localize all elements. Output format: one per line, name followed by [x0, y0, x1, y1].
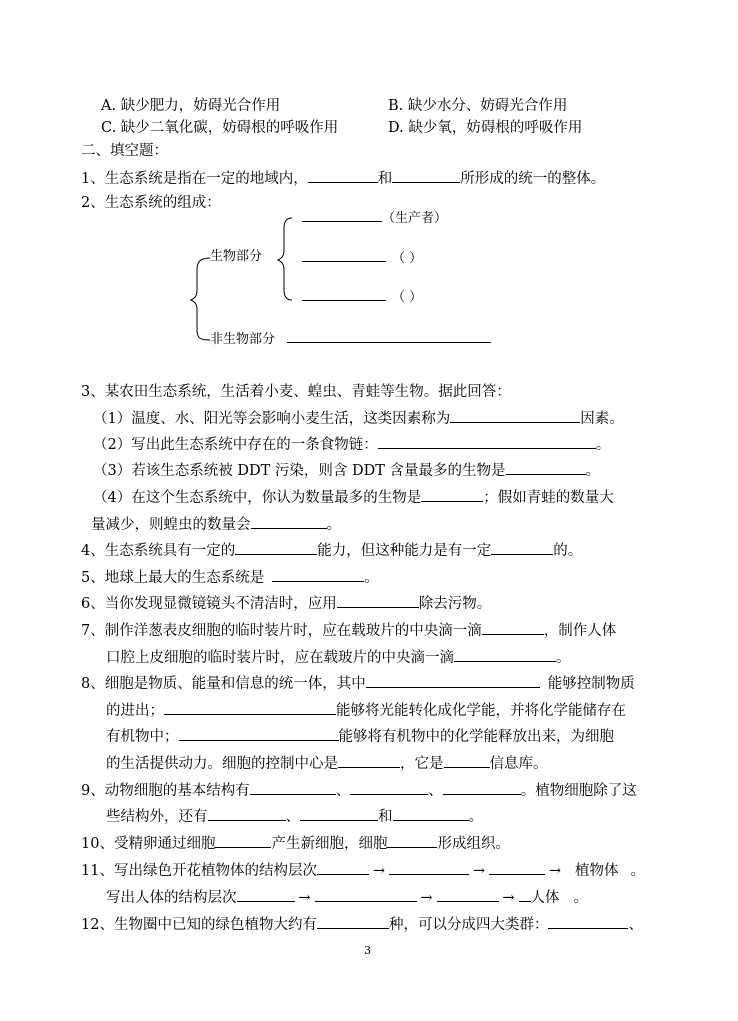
blank[interactable] [302, 286, 386, 301]
option-d: D. 缺少氧，妨碍根的呼吸作用 [388, 120, 583, 136]
question-3-4: （4）在这个生态系统中，你认为数量最多的生物是 ；假如青蛙的数量大 [93, 487, 614, 507]
page-number: 3 [364, 944, 371, 957]
question-6: 6、当你发现显微镜镜头不清洁时，应用 除去污物。 [81, 593, 491, 613]
question-3-intro: 3、某农田生态系统，生活着小麦、蝗虫、青蛙等生物。据此回答： [81, 384, 511, 400]
consumer-row: （ ） [302, 247, 422, 268]
blank[interactable] [235, 540, 317, 555]
question-3-3: （3）若该生态系统被 DDT 污染，则含 DDT 含量最多的生物是 。 [93, 460, 600, 480]
question-3-1: （1）温度、水、阳光等会影响小麦生活，这类因素称为 因素。 [93, 408, 624, 428]
decomposer-row: （ ） [302, 286, 422, 307]
blank[interactable] [519, 887, 531, 902]
question-4: 4、生态系统具有一定的 能力，但这种能力是有一定 的。 [81, 540, 582, 560]
question-1: 1、生态系统是指在一定的地域内， 和 所形成的统一的整体。 [81, 168, 605, 188]
blank[interactable] [387, 833, 437, 848]
blank[interactable] [378, 434, 596, 449]
question-8-line2: 的进出； 能够将光能转化成化学能，并将化学能储存在 [106, 700, 626, 720]
blank[interactable] [443, 780, 521, 795]
blank[interactable] [272, 567, 364, 582]
blank[interactable] [315, 887, 417, 902]
blank[interactable] [506, 460, 586, 475]
question-11-plant: 11、写出绿色开花植物体的结构层次 → → → 植物体 。 [81, 860, 645, 880]
question-8-line4: 的生活提供动力。细胞的控制中心是 ，它是 信息库。 [106, 753, 548, 773]
blank[interactable] [337, 593, 419, 608]
blank[interactable] [317, 914, 389, 929]
question-3-4-cont: 量减少，则蝗虫的数量会 。 [91, 514, 341, 534]
blank[interactable] [215, 833, 271, 848]
question-9-cont: 些结构外，还有 、 和 。 [106, 806, 483, 826]
section-title: 二、填空题： [81, 143, 168, 159]
question-8: 8、细胞是物质、能量和信息的统一体，其中 能够控制物质 [81, 673, 635, 693]
blank[interactable] [444, 753, 490, 768]
option-a: A. 缺少肥力，妨碍光合作用 [101, 98, 281, 114]
inner-brace [278, 218, 292, 300]
blank[interactable] [450, 408, 580, 423]
blank[interactable] [421, 487, 483, 502]
question-7-cont: 口腔上皮细胞的临时装片时，应在载玻片的中央滴一滴 。 [106, 647, 571, 667]
option-c: C. 缺少二氧化碳，妨碍根的呼吸作用 [101, 120, 339, 136]
blank[interactable] [300, 806, 378, 821]
blank[interactable] [491, 540, 553, 555]
blank[interactable] [393, 806, 469, 821]
blank[interactable] [179, 726, 339, 741]
blank[interactable] [302, 247, 386, 262]
blank[interactable] [482, 620, 544, 635]
blank[interactable] [237, 887, 295, 902]
blank[interactable] [164, 700, 336, 715]
blank[interactable] [317, 860, 369, 875]
blank[interactable] [338, 753, 400, 768]
blank[interactable] [389, 860, 469, 875]
question-2-title: 2、生态系统的组成： [81, 195, 221, 211]
blank[interactable] [454, 647, 556, 662]
question-5: 5、地球上最大的生态系统是 。 [81, 567, 379, 587]
question-9: 9、动物细胞的基本结构有 、 、 。植物细胞除了这 [81, 780, 637, 800]
outer-brace [191, 258, 210, 340]
blank[interactable] [250, 780, 336, 795]
blank[interactable] [251, 514, 327, 529]
producer-row: （生产者） [302, 207, 447, 228]
blank[interactable] [548, 914, 628, 929]
question-11-human: 写出人体的结构层次 → → → 人体 。 [106, 887, 588, 907]
blank[interactable] [437, 887, 499, 902]
question-8-line3: 有机物中； 能够将有机物中的化学能释放出来，为细胞 [106, 726, 614, 746]
blank[interactable] [489, 860, 545, 875]
question-7: 7、制作洋葱表皮细胞的临时装片时，应在载玻片的中央滴一滴 ，制作人体 [81, 620, 616, 640]
question-10: 10、受精卵通过细胞 产生新细胞，细胞 形成组织。 [81, 833, 510, 853]
option-b: B. 缺少水分、妨碍光合作用 [388, 98, 568, 114]
bio-label: 生物部分 [210, 249, 263, 264]
blank[interactable] [350, 780, 428, 795]
question-3-2: （2）写出此生态系统中存在的一条食物链： 。 [93, 434, 610, 454]
question-12: 12、生物圈中已知的绿色植物大约有 种，可以分成四大类群： 、 [81, 914, 643, 934]
blank[interactable] [302, 207, 382, 222]
blank[interactable] [287, 328, 491, 343]
nonbio-row: 非生物部分 [210, 328, 491, 349]
blank[interactable] [208, 806, 286, 821]
blank[interactable] [366, 673, 540, 688]
